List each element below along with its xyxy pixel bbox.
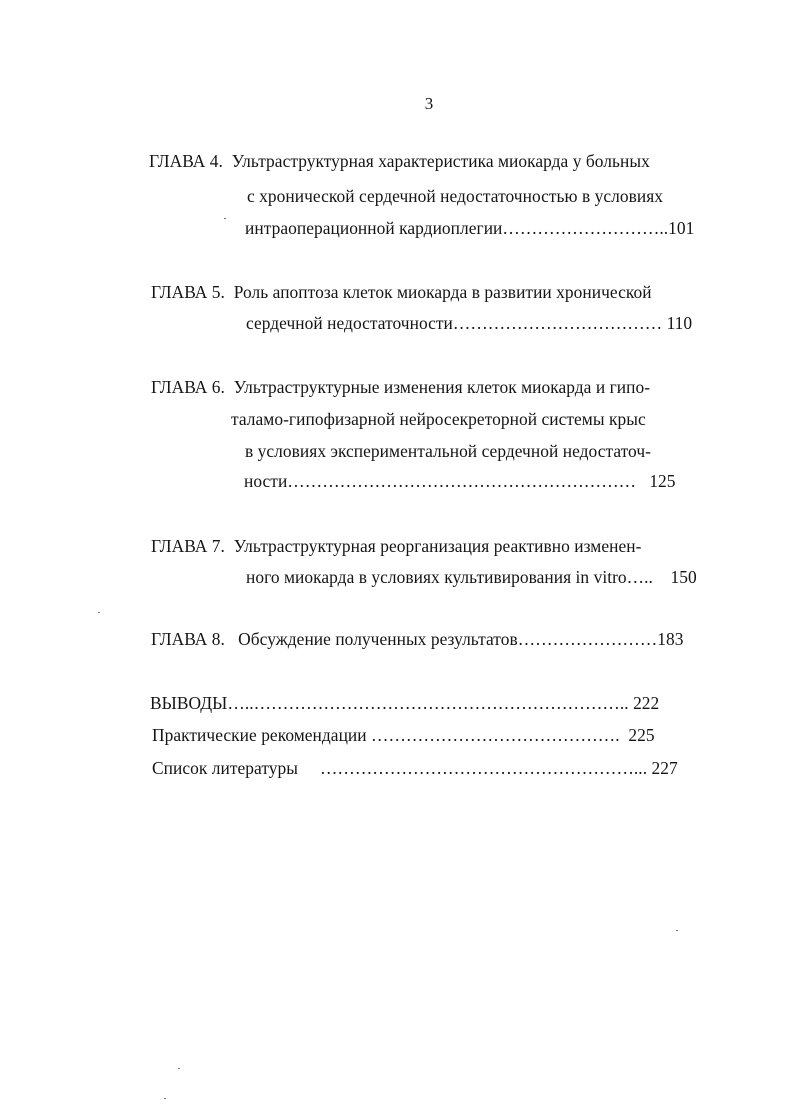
toc-chapter-8-line-1: ГЛАВА 8. Обсуждение полученных результатов……………………183 (151, 629, 684, 649)
toc-conclusions: ВЫВОДЫ…..……………………………………………………….. 222 (150, 693, 660, 713)
toc-chapter-7-line-2: ного миокарда в условиях культивирования in vitro….. 150 (246, 567, 697, 587)
scan-speck (676, 930, 678, 931)
scan-speck (98, 612, 100, 613)
toc-chapter-5-line-2: сердечной недостаточности……………………………… 110 (246, 313, 693, 333)
scan-speck (178, 1068, 180, 1069)
toc-chapter-6-line-3: в условиях экспериментальной сердечной недостаточ- (245, 441, 651, 461)
toc-chapter-6-line-1: ГЛАВА 6. Ультраструктурные изменения клеток миокарда и гипо- (151, 377, 651, 397)
toc-chapter-7-line-1: ГЛАВА 7. Ультраструктурная реорганизация реактивно изменен- (151, 536, 642, 556)
scan-speck (224, 218, 226, 219)
toc-recommendations: Практические рекомендации ……………………………………. 225 (152, 725, 655, 745)
toc-chapter-4-line-1: ГЛАВА 4. Ультраструктурная характеристика миокарда у больных (149, 151, 650, 171)
toc-chapter-6-line-4: ности…………………………………………………… 125 (244, 471, 676, 491)
toc-references: Список литературы ………………………………………………... 227 (152, 758, 678, 778)
scan-speck (164, 1098, 166, 1099)
page-number: 3 (424, 94, 434, 113)
toc-chapter-6-line-2: таламо-гипофизарной нейросекреторной системы крыс (231, 409, 646, 429)
toc-chapter-4-line-2: с хронической сердечной недостаточностью в условиях (247, 186, 664, 206)
toc-chapter-4-line-3: интраоперационной кардиоплегии………………………..101 (245, 218, 695, 238)
toc-chapter-5-line-1: ГЛАВА 5. Роль апоптоза клеток миокарда в развитии хронической (151, 282, 652, 302)
